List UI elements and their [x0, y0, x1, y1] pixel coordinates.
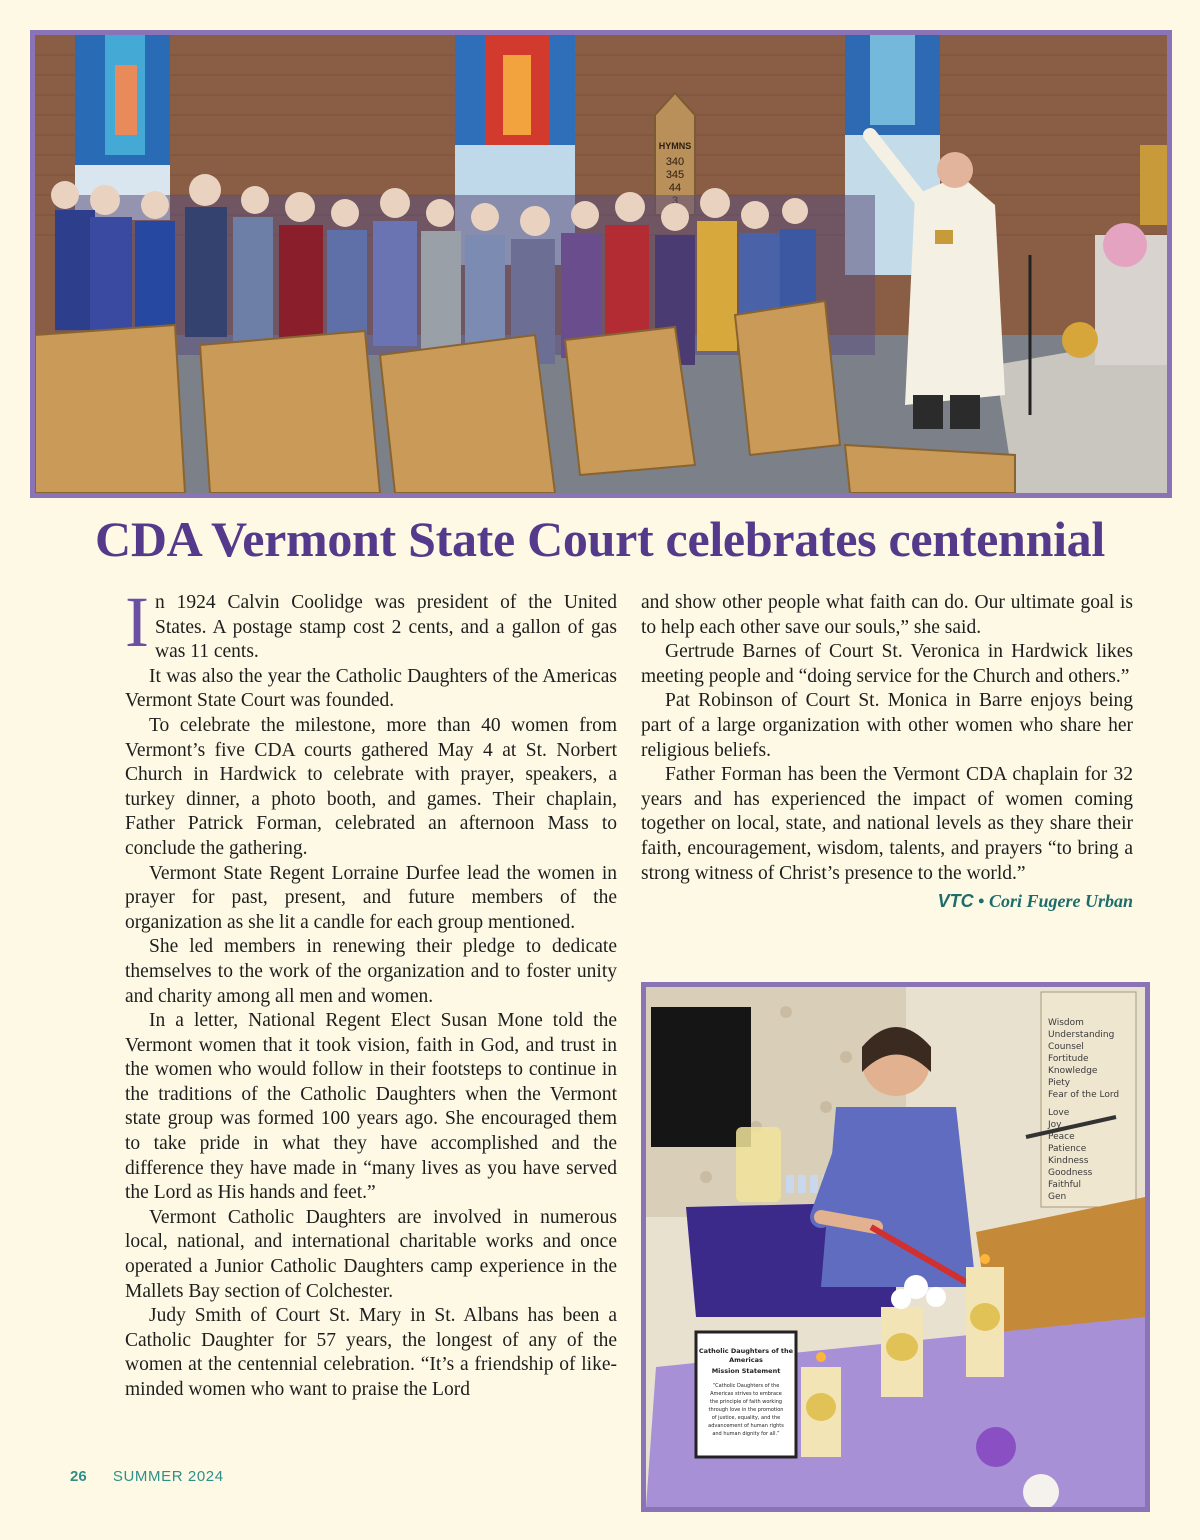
svg-text:Kindness: Kindness	[1048, 1156, 1089, 1166]
paragraph-text: n 1924 Calvin Coolidge was president of the United States. A postage stamp cost 2 cents, and a gallon of gas was 11 cents.	[154, 592, 617, 663]
article-paragraph: Judy Smith of Court St. Mary in St. Albans has been a Catholic Daughter for 57 years, the longest of any of the women at the centennial celebration. “It’s a friendship of like-minded women who want to praise the Lord	[125, 1305, 617, 1400]
article-paragraph: To celebrate the milestone, more than 40 women from Vermont’s five CDA courts gathered May 4 at St. Norbert Church in Hardwick to celebrate with prayer, speakers, a turkey dinner, a photo booth, and games. Their chaplain, Father Patrick Forman, celebrated an afternoon Mass to conclude the gathering.	[125, 714, 617, 859]
hymn-number: 345	[665, 169, 685, 181]
svg-text:Patience: Patience	[1048, 1144, 1087, 1154]
svg-text:Goodness: Goodness	[1048, 1168, 1093, 1178]
hymn-number: 44	[668, 182, 682, 194]
svg-text:and human dignity for all.”: and human dignity for all.”	[712, 1431, 780, 1437]
svg-text:Faithful: Faithful	[1048, 1180, 1081, 1190]
article-paragraph: Pat Robinson of Court St. Monica in Barre enjoys being part of a large organization with other women who share her religious beliefs.	[641, 690, 1133, 761]
svg-text:Gen: Gen	[1048, 1192, 1067, 1202]
article-paragraph: In a letter, National Regent Elect Susan Mone told the Vermont women that it took vision, faith in God, and trust in the women who would follow in their footsteps to continue in the traditions of the Catholic Daughters when the Vermont state group was formed 100 years ago. She encouraged them to take pride in what they have accomplished and the difference they have made in “many lives as you have served the Lord as His hands and feet.”	[125, 1010, 617, 1204]
article-paragraph: Vermont State Regent Lorraine Durfee lead the women in prayer for past, present, and future members of the organization as she lit a candle for each group mentioned.	[125, 862, 617, 933]
svg-text:Americas: Americas	[729, 1356, 763, 1364]
svg-text:Fear of the Lord: Fear of the Lord	[1048, 1090, 1120, 1100]
credit-outlet: VTC	[937, 891, 974, 912]
article-paragraph: Gertrude Barnes of Court St. Veronica in Hardwick likes meeting people and “doing service for the Church and others.”	[641, 641, 1133, 687]
credit-separator: •	[978, 891, 985, 912]
svg-text:Mission Statement: Mission Statement	[711, 1367, 781, 1375]
purple-ribbon-flower	[976, 1427, 1016, 1467]
flower-bouquet	[1103, 223, 1147, 267]
article-paragraph	[125, 582, 617, 665]
svg-text:Love: Love	[1048, 1108, 1070, 1118]
article-paragraph: and show other people what faith can do. Our ultimate goal is to help each other save our souls,” she said.	[641, 592, 1133, 638]
page-number: 26	[70, 1468, 87, 1485]
church-mass-illustration	[35, 35, 1167, 493]
drink-dispenser	[736, 1127, 781, 1202]
hymn-number: 340	[665, 156, 685, 168]
hero-photo	[30, 30, 1172, 498]
article-paragraph: It was also the year the Catholic Daughters of the Americas Vermont State Court was founded.	[125, 665, 617, 712]
svg-text:Knowledge: Knowledge	[1048, 1066, 1098, 1076]
mission-statement-sign	[696, 1332, 796, 1457]
page-footer	[70, 1468, 224, 1485]
television	[651, 1007, 751, 1147]
article-paragraph: Vermont Catholic Daughters are involved in numerous local, national, and international charitable works and once operated a Junior Catholic Daughters camp experience in the Mallets Bay section of Colchester.	[125, 1206, 617, 1302]
svg-text:Catholic Daughters of the: Catholic Daughters of the	[698, 1347, 794, 1355]
svg-text:of justice, equality, and the: of justice, equality, and the	[711, 1415, 781, 1421]
svg-text:Wisdom: Wisdom	[1048, 1018, 1084, 1028]
svg-text:Fortitude: Fortitude	[1048, 1054, 1089, 1064]
svg-text:the principle of faith working: the principle of faith working	[709, 1399, 783, 1405]
svg-text:Americas strives to embrace: Americas strives to embrace	[710, 1391, 782, 1397]
article-credit	[641, 889, 1133, 914]
hymn-board-title: HYMNS	[658, 141, 692, 151]
credit-author: Cori Fugere Urban	[988, 891, 1133, 912]
fruits-of-spirit-banner	[1041, 992, 1136, 1207]
drop-cap: I	[125, 582, 149, 662]
candle-lighting-illustration	[646, 987, 1145, 1507]
svg-text:Counsel: Counsel	[1048, 1042, 1084, 1052]
svg-text:advancement of human rights: advancement of human rights	[708, 1423, 784, 1429]
svg-text:Piety: Piety	[1048, 1078, 1071, 1088]
svg-text:Peace: Peace	[1048, 1132, 1075, 1142]
article-column-left	[125, 582, 617, 1403]
article-column-right	[641, 591, 1133, 914]
svg-text:“Catholic Daughters of the: “Catholic Daughters of the	[712, 1383, 780, 1389]
svg-text:Understanding: Understanding	[1048, 1030, 1115, 1040]
article-headline: CDA Vermont State Court celebrates centennial	[95, 511, 1105, 567]
issue-label: SUMMER 2024	[112, 1468, 224, 1485]
tabernacle	[1140, 145, 1167, 225]
svg-text:Joy: Joy	[1048, 1120, 1062, 1130]
article-paragraph: Father Forman has been the Vermont CDA chaplain for 32 years and has experienced the impact of women coming together on local, state, and national levels as they share their faith, encouragement, wisdom, talents, and prayers “to bring a strong witness of Christ’s presence to the world.”	[641, 764, 1133, 884]
article-paragraph: She led members in renewing their pledge to dedicate themselves to the work of the organization and to foster unity and charity among all men and women.	[125, 936, 617, 1007]
svg-text:through love in the promotion: through love in the promotion	[708, 1407, 784, 1413]
candle-lighting-photo	[641, 982, 1150, 1512]
